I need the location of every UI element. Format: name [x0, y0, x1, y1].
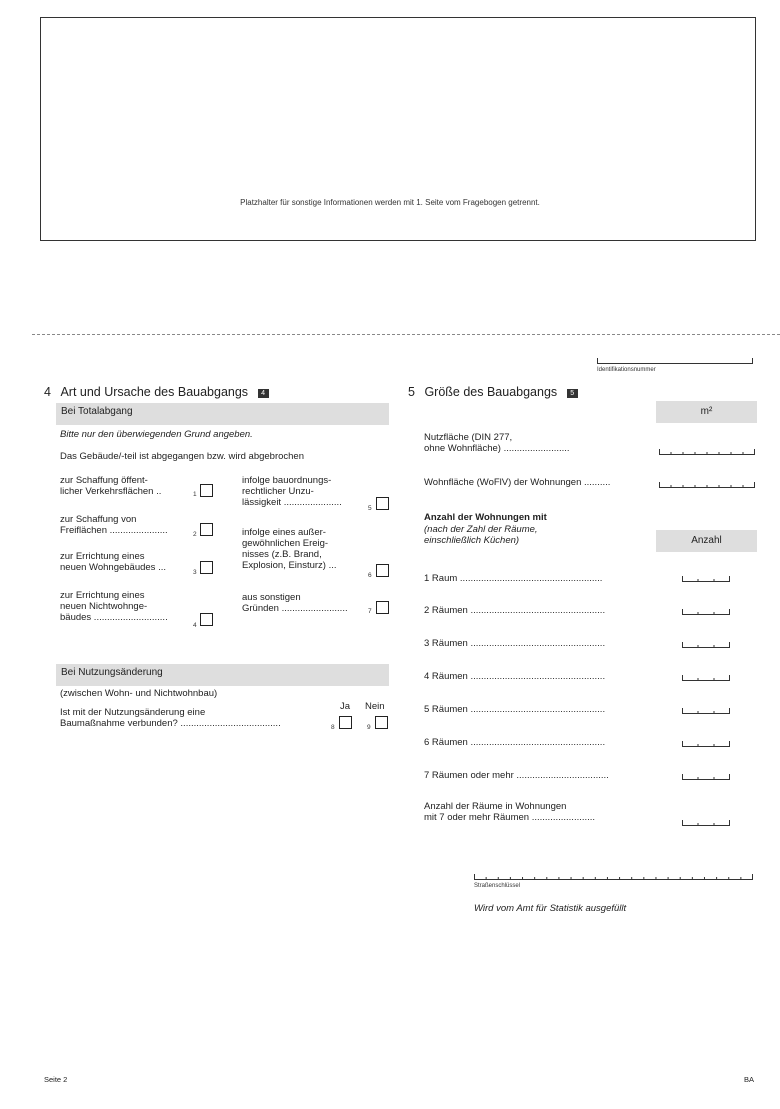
option-3-label [60, 551, 166, 573]
section-4-heading: Art und Ursache des Bauabgangs [60, 385, 249, 399]
ja-label: Ja [340, 701, 351, 712]
nutzung-question [60, 707, 281, 729]
option-4-checkbox[interactable] [200, 613, 213, 626]
section-5-title [408, 385, 578, 399]
option-3-checkbox[interactable] [200, 561, 213, 574]
room-1-label: 1 Raum ...................................................... [424, 573, 603, 584]
nutzflaeche-field[interactable] [659, 449, 755, 455]
option-6-line-4: Explosion, Einsturz) ... [242, 560, 337, 571]
anzahl-title: Anzahl der Wohnungen mit [424, 512, 547, 523]
room-5-field[interactable] [682, 708, 730, 714]
total-instruction: Bitte nur den überwiegenden Grund angeben. [60, 429, 253, 440]
option-7-label [242, 592, 348, 614]
room-1-field[interactable] [682, 576, 730, 582]
nutzflaeche-label [424, 432, 570, 454]
placeholder-note: Platzhalter für sonstige Informationen werden mit 1. Seite vom Fragebogen getrennt. [240, 198, 540, 207]
option-5-line-3: lässigkeit ...................... [242, 497, 342, 508]
option-2-line-1: zur Schaffung von [60, 514, 137, 525]
option-4-label [60, 590, 168, 623]
raeume-total-label [424, 801, 595, 823]
nutzung-subheader: (zwischen Wohn- und Nichtwohnbau) [60, 688, 218, 699]
section-5-number: 5 [408, 385, 415, 399]
room-2-label: 2 Räumen ................................................... [424, 605, 606, 616]
option-6-label [242, 527, 337, 571]
option-5-line-2: rechtlicher Unzu- [242, 486, 314, 497]
total-header: Bei Totalabgang [61, 406, 133, 417]
option-7-checkbox[interactable] [376, 601, 389, 614]
anzahl-sub-line-1: (nach der Zahl der Räume, [424, 524, 538, 535]
m2-header: m² [656, 401, 757, 423]
option-4-number: 4 [193, 622, 197, 629]
room-4-field[interactable] [682, 675, 730, 681]
section-4-number: 4 [44, 385, 51, 399]
option-5-label [242, 475, 342, 508]
form-code: BA [744, 1075, 755, 1084]
perforation-line [32, 334, 780, 335]
room-2-field[interactable] [682, 609, 730, 615]
nutzung-header-bar [56, 664, 389, 686]
option-6-line-3: nisses (z.B. Brand, [242, 549, 322, 560]
option-6-line-2: gewöhnlichen Ereig- [242, 538, 329, 549]
section-5-badge: 5 [567, 389, 578, 398]
placeholder-box [40, 17, 756, 241]
option-7-line-1: aus sonstigen [242, 592, 301, 603]
option-7-line-2: Gründen ......................... [242, 603, 348, 614]
option-4-line-1: zur Errichtung eines [60, 590, 145, 601]
option-5-line-1: infolge bauordnungs- [242, 475, 332, 486]
raeume-total-line-2: mit 7 oder mehr Räumen ........................ [424, 812, 596, 823]
option-3-line-2: neuen Wohngebäudes ... [60, 562, 166, 573]
raeume-total-field[interactable] [682, 820, 730, 826]
anzahl-sub-line-2: einschließlich Küchen) [424, 535, 520, 546]
option-6-line-1: infolge eines außer- [242, 527, 326, 538]
room-3-field[interactable] [682, 642, 730, 648]
option-2-line-2: Freiflächen ...................... [60, 525, 168, 536]
nutzung-header: Bei Nutzungsänderung [61, 667, 163, 678]
wohnflaeche-field[interactable] [659, 482, 755, 488]
anzahl-header: Anzahl [656, 530, 757, 552]
anzahl-subtitle [424, 524, 538, 546]
strassenschluessel-label: Straßenschlüssel [474, 883, 521, 889]
option-6-checkbox[interactable] [376, 564, 389, 577]
nutzung-question-line-1: Ist mit der Nutzungsänderung eine [60, 707, 206, 718]
identifikationsnummer-label: Identifikationsnummer [597, 367, 656, 373]
ja-number: 8 [331, 724, 335, 731]
section-4-badge: 4 [258, 389, 269, 398]
section-5-heading: Größe des Bauabgangs [424, 385, 558, 399]
option-5-number: 5 [368, 505, 372, 512]
option-2-checkbox[interactable] [200, 523, 213, 536]
room-7-field[interactable] [682, 774, 730, 780]
option-2-number: 2 [193, 531, 197, 538]
strassenschluessel-field[interactable] [474, 874, 753, 880]
option-3-line-1: zur Errichtung eines [60, 551, 145, 562]
nutzung-question-line-2: Baumaßnahme verbunden? ...................................... [60, 718, 281, 729]
room-3-label: 3 Räumen ................................................... [424, 638, 606, 649]
option-1-label [60, 475, 161, 497]
option-1-number: 1 [193, 491, 197, 498]
option-4-line-2: neuen Nichtwohnge- [60, 601, 148, 612]
nein-number: 9 [367, 724, 371, 731]
total-header-bar [56, 403, 389, 425]
amt-note: Wird vom Amt für Statistik ausgefüllt [474, 903, 627, 914]
room-6-label: 6 Räumen ................................................... [424, 737, 606, 748]
raeume-total-line-1: Anzahl der Räume in Wohnungen [424, 801, 567, 812]
room-4-label: 4 Räumen ................................................... [424, 671, 606, 682]
option-1-line-2: licher Verkehrsflächen .. [60, 486, 162, 497]
wohnflaeche-label: Wohnfläche (WoFlV) der Wohnungen .......... [424, 477, 611, 488]
option-3-number: 3 [193, 569, 197, 576]
nein-checkbox[interactable] [375, 716, 388, 729]
option-7-number: 7 [368, 608, 372, 615]
room-6-field[interactable] [682, 741, 730, 747]
total-question: Das Gebäude/-teil ist abgegangen bzw. wird abgebrochen [60, 451, 304, 462]
nein-label: Nein [365, 701, 385, 712]
option-1-line-1: zur Schaffung öffent- [60, 475, 148, 486]
room-5-label: 5 Räumen ................................................... [424, 704, 606, 715]
identifikationsnummer-field[interactable] [597, 358, 753, 364]
section-4-title [44, 385, 269, 399]
nutzflaeche-line-1: Nutzfläche (DIN 277, [424, 432, 513, 443]
option-5-checkbox[interactable] [376, 497, 389, 510]
option-2-label [60, 514, 168, 536]
ja-checkbox[interactable] [339, 716, 352, 729]
room-7-label: 7 Räumen oder mehr ................................... [424, 770, 609, 781]
option-4-line-3: bäudes ............................ [60, 612, 168, 623]
option-6-number: 6 [368, 572, 372, 579]
page-number: Seite 2 [44, 1075, 68, 1084]
nutzflaeche-line-2: ohne Wohnfläche) ......................... [424, 443, 570, 454]
option-1-checkbox[interactable] [200, 484, 213, 497]
